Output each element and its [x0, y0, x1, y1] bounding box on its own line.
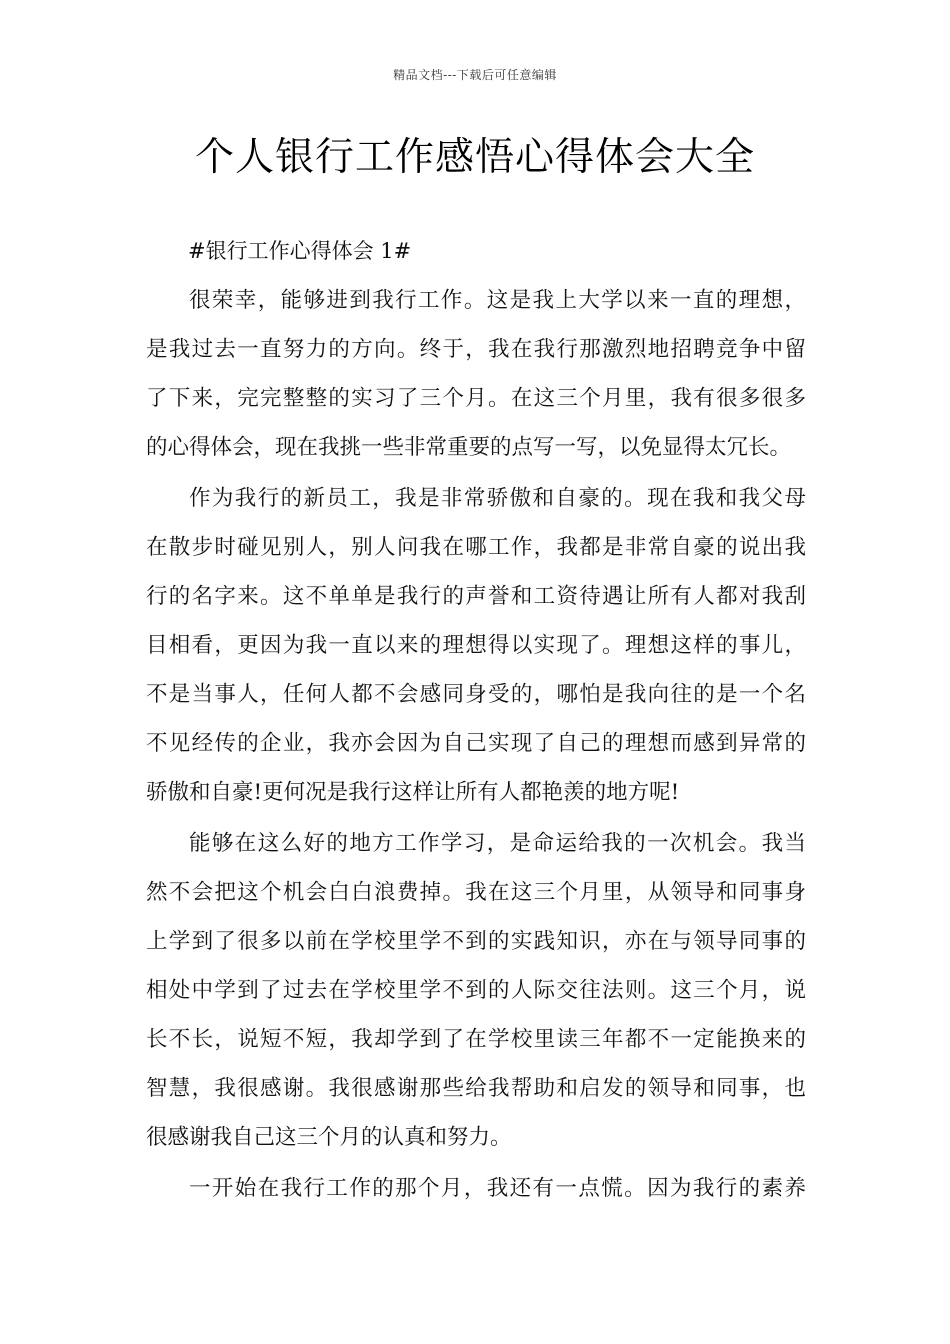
text-line: 行的名字来。这不单单是我行的声誉和工资待遇让所有人都对我刮	[146, 584, 806, 609]
text-line: 的心得体会，现在我挑一些非常重要的点写一写，以免显得太冗长。	[146, 435, 792, 460]
text-line: 了下来，完完整整的实习了三个月。在这三个月里，我有很多很多	[146, 386, 806, 411]
text-line: 很感谢我自己这三个月的认真和努力。	[146, 1125, 512, 1150]
paragraph-2	[146, 474, 806, 817]
paragraph-4	[146, 1164, 806, 1213]
text-line: 智慧，我很感谢。我很感谢那些给我帮助和启发的领导和同事，也	[146, 1076, 806, 1101]
paragraph-3	[146, 819, 806, 1162]
text-line: 在散步时碰见别人，别人问我在哪工作，我都是非常自豪的说出我	[146, 535, 806, 560]
text-line: 能够在这么好的地方工作学习，是命运给我的一次机会。我当	[189, 831, 806, 856]
text-line: 一开始在我行工作的那个月，我还有一点慌。因为我行的素养	[189, 1176, 806, 1201]
text-line: 不见经传的企业，我亦会因为自己实现了自己的理想而感到异常的	[146, 731, 806, 756]
text-line: 长不长，说短不短，我却学到了在学校里读三年都不一定能换来的	[146, 1027, 806, 1052]
text-line: 很荣幸，能够进到我行工作。这是我上大学以来一直的理想，	[189, 288, 806, 313]
header-note: 精品文档---下载后可任意编辑	[393, 68, 557, 82]
text-line: 上学到了很多以前在学校里学不到的实践知识，亦在与领导同事的	[146, 929, 806, 954]
text-line: 不是当事人，任何人都不会感同身受的，哪怕是我向往的是一个名	[146, 682, 806, 707]
text-line: 目相看，更因为我一直以来的理想得以实现了。理想这样的事儿，	[146, 633, 806, 658]
text-line: 相处中学到了过去在学校里学不到的人际交往法则。这三个月，说	[146, 978, 806, 1003]
text-line: 骄傲和自豪!更何况是我行这样让所有人都艳羡的地方呢!	[146, 780, 680, 805]
text-line: 然不会把这个机会白白浪费掉。我在这三个月里，从领导和同事身	[146, 880, 806, 905]
paragraph-1	[146, 276, 806, 472]
document-title: 个人银行工作感悟心得体会大全	[194, 135, 755, 180]
text-line: 是我过去一直努力的方向。终于，我在我行那激烈地招聘竞争中留	[146, 337, 806, 362]
text-line: 作为我行的新员工，我是非常骄傲和自豪的。现在我和我父母	[189, 486, 806, 511]
section-heading: #银行工作心得体会 1#	[188, 239, 412, 263]
document-body	[146, 226, 806, 1215]
